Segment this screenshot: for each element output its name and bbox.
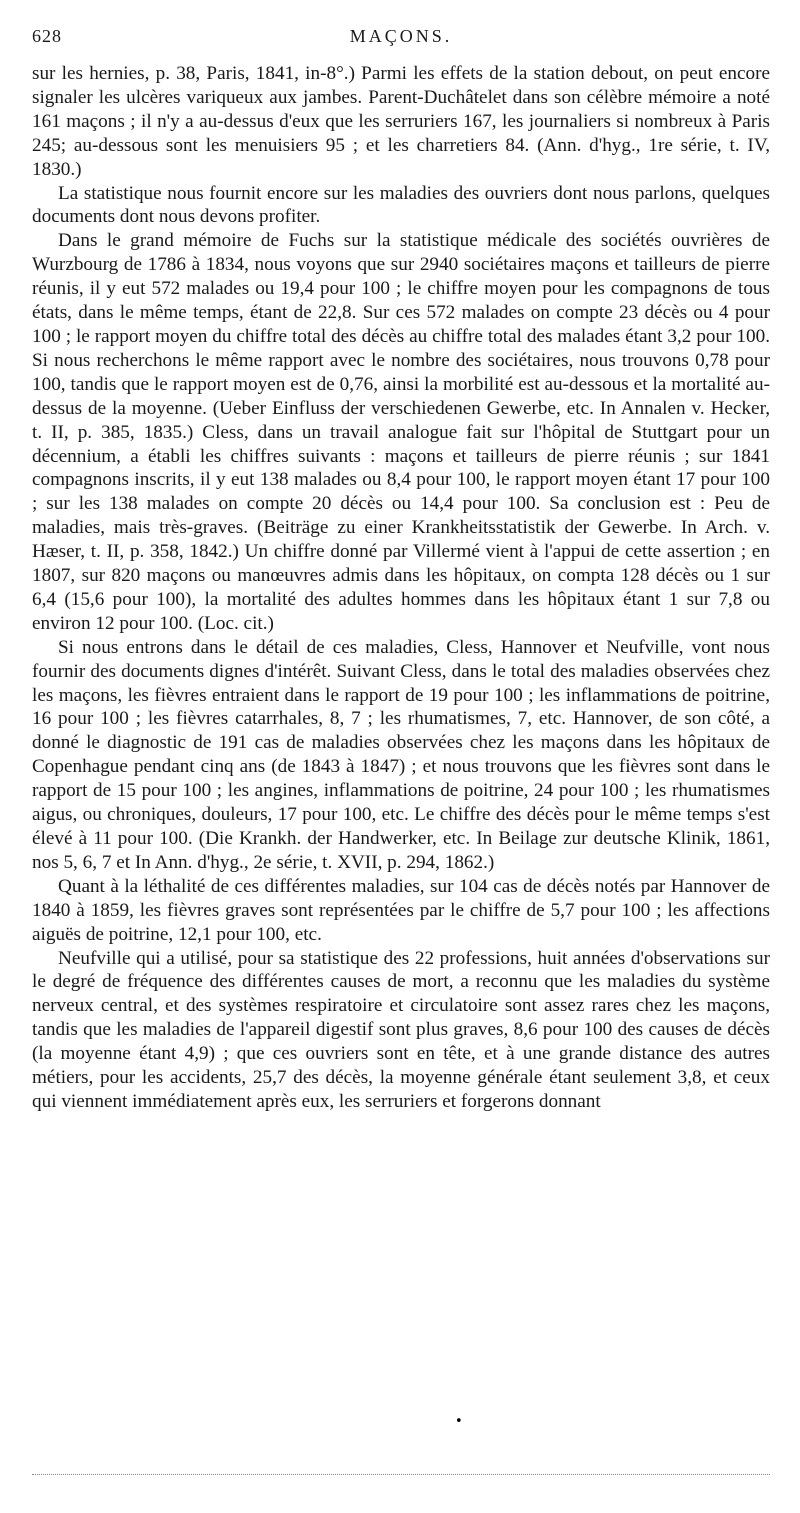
paragraph-disease-detail: Si nous entrons dans le détail de ces maladies, Cless, Hannover et Neufville, vont nous fournir des documents dignes d'intérêt. Suivant Cless, dans le total des maladies observées chez les maçons, les fièvres entraient dans le rapport de 19 pour 100 ; les inflammations de poitrine, 16 pour 100 ; les fièvres catarrhales, 8, 7 ; les rhumatismes, 7, etc. Hannover, de son côté, a donné le diagnostic de 191 cas de maladies observées chez les maçons dans les hôpitaux de Copenhague pendant cinq ans (de 1843 à 1847) ; et nous trouvons que les fièvres sont dans le rapport de 15 pour 100 ; les angines, inflammations de poitrine, 24 pour 100 ; les rhumatismes aigus, ou chroniques, douleurs, 17 pour 100, etc. Le chiffre des décès pour le même temps s'est élevé à 11 pour 100. (Die Krankh. der Handwerker, etc. In Beilage zur deutsche Klinik, 1861, nos 5, 6, 7 et In Ann. d'hyg., 2e série, t. XVII, p. 294, 1862.) — [32, 636, 770, 873]
paragraph-continuation: sur les hernies, p. 38, Paris, 1841, in-8°.) Parmi les effets de la station debout, on peut encore signaler les ulcères variqueux aux jambes. Parent-Duchâtelet dans son célèbre mémoire a noté 161 maçons ; il n'y a au-dessus d'eux que les serruriers 167, les journaliers si nombreux à Paris 245; au-dessous sont les menuisiers 95 ; et les charretiers 84. (Ann. d'hyg., 1re série, t. IV, 1830.) — [32, 63, 770, 180]
footer-dotted-rule — [32, 1474, 770, 1477]
paragraph-fuchs-cless: Dans le grand mémoire de Fuchs sur la statistique médicale des sociétés ouvrières de Wurzbourg de 1786 à 1834, nous voyons que sur 2940 sociétaires maçons et tailleurs de pierre réunis, il y eut 572 malades ou 19,4 pour 100 ; le chiffre moyen pour les compagnons de tous états, dans le même temps, étant de 22,8. Sur ces 572 malades on compte 23 décès ou 4 pour 100 ; le rapport moyen du chiffre total des décès au chiffre total des malades étant 3,2 pour 100. Si nous recherchons le même rapport avec le nombre des sociétaires, nous trouvons 0,78 pour 100, tandis que le rapport moyen est de 0,76, ainsi la morbilité est au-dessous et la mortalité au-dessus de la moyenne. (Ueber Einfluss der verschiedenen Gewerbe, etc. In Annalen v. Hecker, t. II, p. 385, 1835.) Cless, dans un travail analogue fait sur l'hôpital de Stuttgart pour un décennium, a établi les chiffres suivants : maçons et tailleurs de pierre réunis ; sur 1841 compagnons inscrits, il y eut 138 malades ou 8,4 pour 100, le rapport moyen étant 17 pour 100 ; sur les 138 malades on compte 20 décès ou 14,4 pour 100. Sa conclusion est : Peu de maladies, mais très-graves. (Beiträge zu einer Krankheitsstatistik der Gewerbe. In Arch. v. Hæser, t. II, p. 358, 1842.) Un chiffre donné par Villermé vient à l'appui de cette assertion ; en 1807, sur 820 maçons ou manœuvres admis dans les hôpitaux, on compta 128 décès ou 1 sur 6,4 (15,6 pour 100), la mortalité des adultes hommes dans les hôpitaux étant 1 sur 7,8 ou environ 12 pour 100. (Loc. cit.) — [32, 230, 770, 634]
paragraph-statistics-intro: La statistique nous fournit encore sur les maladies des ouvriers dont nous parlons, quelques documents dont nous devons profiter. — [32, 182, 770, 228]
paragraph-lethality: Quant à la léthalité de ces différentes maladies, sur 104 cas de décès notés par Hannover de 1840 à 1859, les fièvres graves sont représentées par le chiffre de 5,7 pour 100 ; les affections aiguës de poitrine, 12,1 pour 100, etc. — [32, 875, 770, 945]
page-number: 628 — [32, 26, 62, 46]
document-page — [32, 26, 770, 1114]
page-header — [32, 26, 770, 62]
running-head: MAÇONS. — [349, 26, 453, 46]
paragraph-neufville: Neufville qui a utilisé, pour sa statistique des 22 professions, huit années d'observations sur le degré de fréquence des différentes causes de mort, a reconnu que les maladies du système nerveux central, et des systèmes respiratoire et circulatoire sont assez rares chez les maçons, tandis que les maladies de l'appareil digestif sont plus graves, 8,6 pour 100 des causes de décès (la moyenne étant 4,9) ; que ces ouvriers sont en tête, et à une grande distance des autres métiers, pour les accidents, 25,7 des décès, la moyenne générale étant seulement 3,8, et ceux qui viennent immédiatement après eux, les serruriers et forgerons donnant — [32, 947, 770, 1112]
footer-ornament: • — [455, 1414, 463, 1429]
